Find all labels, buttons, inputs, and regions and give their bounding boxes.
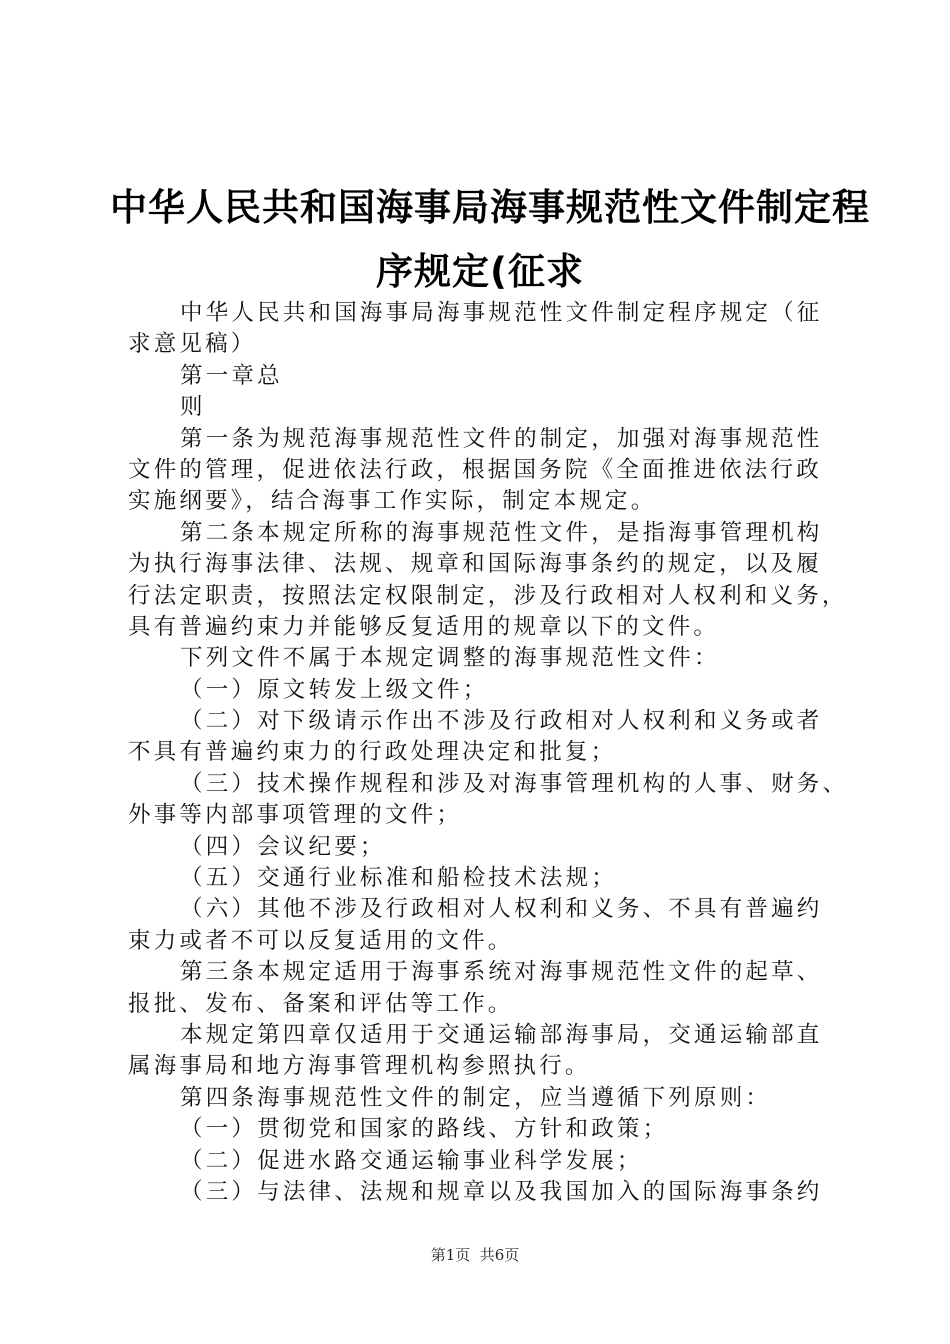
body-text-line: 实施纲要》，结合海事工作实际，制定本规定。 (128, 488, 657, 515)
body-text-line: 第二条本规定所称的海事规范性文件，是指海事管理机构 (180, 519, 823, 546)
body-text-line: 中华人民共和国海事局海事规范性文件制定程序规定（征 (180, 300, 823, 326)
body-text-line: （五）交通行业标准和船检技术法规； (180, 865, 617, 892)
body-text-line: 不具有普遍约束力的行政处理决定和批复； (128, 739, 617, 766)
body-text-line: 束力或者不可以反复适用的文件。 (128, 927, 514, 954)
body-text-line: 第三条本规定适用于海事系统对海事规范性文件的起草、 (180, 959, 823, 986)
body-text-line: （四）会议纪要； (180, 833, 386, 860)
body-text-line: （六）其他不涉及行政相对人权利和义务、不具有普遍约 (180, 896, 823, 923)
body-text-line: 下列文件不属于本规定调整的海事规范性文件： (180, 645, 720, 672)
body-text-line: （二）促进水路交通运输事业科学发展； (180, 1147, 643, 1174)
body-text-line: 为执行海事法律、法规、规章和国际海事条约的规定，以及履 (128, 551, 822, 578)
body-text-line: （三）技术操作规程和涉及对海事管理机构的人事、财务、 (180, 770, 849, 797)
body-text-line: （三）与法律、法规和规章以及我国加入的国际海事条约 (180, 1178, 823, 1205)
body-text-line: 第一章总 (180, 362, 283, 389)
body-text-line: （一）原文转发上级文件； (180, 676, 489, 703)
body-text-line: 本规定第四章仅适用于交通运输部海事局，交通运输部直 (180, 1021, 823, 1048)
body-text-line: 则 (180, 394, 206, 421)
body-text-line: （一）贯彻党和国家的路线、方针和政策； (180, 1116, 669, 1143)
body-text-line: 报批、发布、备案和评估等工作。 (128, 990, 514, 1017)
page-footer: 第1页 共6页 (430, 1246, 520, 1264)
document-body (128, 298, 848, 1208)
body-text-line: 文件的管理，促进依法行政，根据国务院《全面推进依法行政 (128, 456, 822, 483)
document-title-line-1: 中华人民共和国海事局海事规范性文件制定程 (110, 186, 870, 229)
body-text-line: 第四条海事规范性文件的制定，应当遵循下列原则： (180, 1084, 772, 1111)
body-text-line: 具有普遍约束力并能够反复适用的规章以下的文件。 (128, 613, 720, 640)
body-text-line: 行法定职责，按照法定权限制定，涉及行政相对人权利和义务， (128, 582, 848, 609)
body-text-line: 外事等内部事项管理的文件； (128, 802, 463, 829)
body-text-line: 第一条为规范海事规范性文件的制定，加强对海事规范性 (180, 425, 823, 452)
body-text-line: 求意见稿） (128, 331, 257, 358)
document-title-line-2: 序规定(征求 (376, 250, 584, 293)
body-text-line: （二）对下级请示作出不涉及行政相对人权利和义务或者 (180, 708, 823, 735)
body-text-line: 属海事局和地方海事管理机构参照执行。 (128, 1053, 591, 1080)
